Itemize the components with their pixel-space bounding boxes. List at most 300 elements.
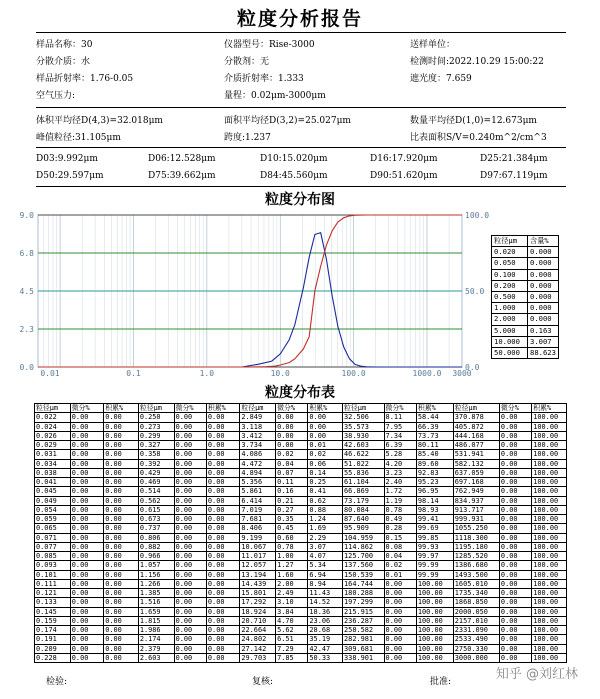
table-cell: 17.292: [240, 598, 276, 607]
table-cell: 137.560: [343, 561, 385, 570]
table-cell: 98.93: [416, 505, 453, 514]
table-cell: 0.00: [384, 607, 416, 616]
table-cell: 0.00: [206, 552, 239, 561]
table-cell: 100.00: [416, 653, 453, 662]
table-cell: 10.000: [492, 336, 528, 347]
table-cell: 11.43: [308, 589, 343, 598]
table-cell: 0.00: [70, 487, 103, 496]
table-cell: 100.00: [532, 459, 567, 468]
table-cell: 0.00: [174, 478, 206, 487]
table-cell: 100.00: [532, 422, 567, 431]
table-cell: 0.273: [138, 422, 174, 431]
table-cell: 0.35: [276, 515, 308, 524]
table-cell: 0.00: [384, 644, 416, 653]
table-row: [35, 653, 567, 662]
table-row: [492, 291, 559, 302]
table-cell: 0.031: [35, 450, 71, 459]
table-cell: 0.28: [384, 524, 416, 533]
table-cell: 338.901: [343, 653, 385, 662]
table-cell: 6.94: [308, 570, 343, 579]
table-cell: 6.51: [276, 635, 308, 644]
table-row: [35, 626, 567, 635]
table-cell: 0.00: [499, 524, 531, 533]
table-cell: 15.801: [240, 589, 276, 598]
table-cell: 0.00: [70, 607, 103, 616]
table-cell: 1055.250: [453, 524, 499, 533]
table-cell: 0.01: [384, 570, 416, 579]
column-header: 粒径μm: [138, 404, 174, 413]
table-cell: 100.00: [416, 607, 453, 616]
table-cell: 0.00: [70, 542, 103, 551]
table-cell: 0.88: [308, 505, 343, 514]
table-cell: 2.40: [384, 478, 416, 487]
table-cell: 0.00: [308, 431, 343, 440]
table-cell: 100.00: [532, 533, 567, 542]
table-cell: 0.45: [276, 524, 308, 533]
table-cell: 0.00: [70, 561, 103, 570]
table-cell: 0.00: [70, 422, 103, 431]
y-right-tick-label: 50.0: [465, 287, 485, 296]
table-cell: 0.038: [35, 468, 71, 477]
table-cell: 282.981: [343, 635, 385, 644]
table-cell: 637.059: [453, 468, 499, 477]
table-cell: 0.00: [499, 413, 531, 422]
d_rows-field: D84:45.560μm: [260, 171, 328, 181]
table-cell: 0.00: [174, 441, 206, 450]
d_rows-field: D90:51.620μm: [370, 171, 438, 181]
y-left-tick-label: 2.3: [19, 325, 34, 334]
table-cell: 0.00: [174, 524, 206, 533]
table-cell: 96.95: [416, 487, 453, 496]
info_rows-field: 量程：0.02μm-3000μm: [224, 91, 326, 101]
table-cell: 4.472: [240, 459, 276, 468]
table-cell: 0.00: [174, 644, 206, 653]
x-tick-label: 0.01: [40, 369, 60, 378]
table-cell: 0.00: [206, 524, 239, 533]
table-cell: 0.62: [308, 496, 343, 505]
table-cell: 1493.500: [453, 570, 499, 579]
column-header: 积累%: [308, 404, 343, 413]
table-cell: 12.057: [240, 561, 276, 570]
table-cell: 0.00: [499, 496, 531, 505]
table-cell: 100.00: [532, 413, 567, 422]
table-cell: 0.00: [104, 515, 139, 524]
stats_rows-field: 数量平均径D(1,0)=12.673μm: [410, 116, 537, 126]
table-cell: 0.00: [308, 413, 343, 422]
table-cell: 0.00: [206, 441, 239, 450]
table-cell: 92.83: [416, 468, 453, 477]
table-cell: 0.392: [138, 459, 174, 468]
table-cell: 0.00: [174, 542, 206, 551]
table-cell: 0.615: [138, 505, 174, 514]
table-cell: 0.00: [384, 598, 416, 607]
table-cell: 0.00: [206, 459, 239, 468]
table-cell: 10.067: [240, 542, 276, 551]
info_rows-field: 仪器型号：Rise-3000: [224, 40, 315, 50]
table-row: [35, 496, 567, 505]
inspector-label: 检验:: [46, 677, 68, 687]
table-cell: 0.00: [104, 468, 139, 477]
table-cell: 18.924: [240, 607, 276, 616]
table-cell: 100.00: [532, 644, 567, 653]
table-cell: 3.118: [240, 422, 276, 431]
table-cell: 0.00: [499, 542, 531, 551]
table-cell: 2.603: [138, 653, 174, 662]
table-cell: 6.39: [384, 441, 416, 450]
table-cell: 0.00: [206, 431, 239, 440]
table-cell: 100.00: [532, 561, 567, 570]
table-cell: 8.406: [240, 524, 276, 533]
table-cell: 100.00: [532, 524, 567, 533]
table-cell: 0.034: [35, 459, 71, 468]
table-cell: 0.133: [35, 598, 71, 607]
table-cell: 0.054: [35, 505, 71, 514]
table-cell: 2.00: [276, 579, 308, 588]
table-cell: 0.00: [206, 598, 239, 607]
table-row: [492, 269, 559, 280]
table-cell: 0.00: [104, 579, 139, 588]
table-cell: 0.00: [206, 478, 239, 487]
table-cell: 5.000: [492, 325, 528, 336]
table-cell: 0.085: [35, 552, 71, 561]
table-cell: 0.00: [70, 635, 103, 644]
table-cell: 100.00: [532, 653, 567, 662]
table-cell: 29.703: [240, 653, 276, 662]
table-cell: 0.163: [528, 325, 559, 336]
table-cell: 0.00: [174, 607, 206, 616]
table-cell: 0.00: [276, 413, 308, 422]
divider: [36, 147, 566, 148]
table-cell: 100.00: [416, 616, 453, 625]
table-cell: 834.937: [453, 496, 499, 505]
stats_rows-field: 跨度:1.237: [224, 133, 271, 143]
table-cell: 98.14: [416, 496, 453, 505]
table-cell: 3.84: [276, 607, 308, 616]
table-cell: 0.00: [206, 589, 239, 598]
table-cell: 0.00: [384, 653, 416, 662]
table-cell: 104.959: [343, 533, 385, 542]
table-cell: 0.00: [174, 533, 206, 542]
table-cell: 0.00: [70, 441, 103, 450]
column-header: 微分%: [384, 404, 416, 413]
table-cell: 100.00: [532, 542, 567, 551]
table-cell: 0.04: [276, 459, 308, 468]
table-cell: 0.00: [499, 570, 531, 579]
table-cell: 100.00: [532, 616, 567, 625]
table-cell: 0.00: [206, 468, 239, 477]
column-header: 积累%: [416, 404, 453, 413]
table-cell: 100.00: [416, 626, 453, 635]
table-cell: 100.00: [532, 552, 567, 561]
table-cell: 0.00: [499, 505, 531, 514]
table-cell: 0.050: [492, 258, 528, 269]
table-cell: 7.29: [276, 644, 308, 653]
table-cell: 0.00: [499, 431, 531, 440]
table-cell: 0.00: [70, 468, 103, 477]
table-cell: 66.39: [416, 422, 453, 431]
table-cell: 0.00: [174, 616, 206, 625]
table-cell: 2.000: [492, 314, 528, 325]
table-cell: 0.00: [70, 478, 103, 487]
table-cell: 0.00: [308, 422, 343, 431]
reviewer-label: 复核:: [252, 677, 274, 687]
table-cell: 100.00: [416, 635, 453, 644]
table-cell: 7.85: [276, 653, 308, 662]
table-cell: 0.00: [104, 635, 139, 644]
y-left-tick-label: 4.5: [19, 287, 34, 296]
table-cell: 2.379: [138, 644, 174, 653]
table-cell: 0.00: [104, 644, 139, 653]
table-cell: 0.02: [276, 450, 308, 459]
table-cell: 0.00: [174, 561, 206, 570]
table-cell: 0.00: [104, 450, 139, 459]
table-cell: 0.00: [104, 496, 139, 505]
table-cell: 0.00: [104, 561, 139, 570]
table-row: [35, 607, 567, 616]
table-cell: 0.000: [528, 247, 559, 258]
table-cell: 14.439: [240, 579, 276, 588]
table-cell: 1.69: [308, 524, 343, 533]
table-cell: 38.930: [343, 431, 385, 440]
column-header: 粒径μm: [240, 404, 276, 413]
column-header: 粒径μm: [453, 404, 499, 413]
column-header: 微分%: [499, 404, 531, 413]
table-cell: 3.007: [528, 336, 559, 347]
table-cell: 0.49: [384, 515, 416, 524]
table-cell: 5.861: [240, 487, 276, 496]
info_rows-field: 介质折射率：1.333: [224, 74, 304, 84]
table-cell: 24.802: [240, 635, 276, 644]
table-cell: 0.00: [104, 459, 139, 468]
table-cell: 0.00: [499, 644, 531, 653]
table-cell: 1.266: [138, 579, 174, 588]
table-cell: 0.00: [499, 450, 531, 459]
table-row: [492, 280, 559, 291]
d_rows-field: D10:15.020μm: [260, 154, 328, 164]
table-cell: 0.00: [499, 598, 531, 607]
table-cell: 含量%: [528, 236, 559, 247]
table-cell: 0.00: [174, 459, 206, 468]
table-cell: 0.00: [206, 450, 239, 459]
table-cell: 0.00: [174, 598, 206, 607]
table-cell: 1735.340: [453, 589, 499, 598]
table-cell: 582.132: [453, 459, 499, 468]
table-row: [492, 303, 559, 314]
table-cell: 0.00: [104, 533, 139, 542]
table-cell: 0.00: [174, 496, 206, 505]
column-header: 微分%: [70, 404, 103, 413]
table-cell: 0.00: [174, 626, 206, 635]
table-cell: 100.00: [532, 515, 567, 524]
table-cell: 35.19: [308, 635, 343, 644]
d_rows-field: D25:21.384μm: [480, 154, 548, 164]
watermark: 知乎 @刘红林: [495, 667, 578, 682]
table-cell: 0.00: [174, 653, 206, 662]
table-cell: 0.00: [206, 496, 239, 505]
table-cell: 0.00: [499, 422, 531, 431]
table-cell: 0.25: [308, 478, 343, 487]
table-cell: 9.199: [240, 533, 276, 542]
table-cell: 0.00: [174, 505, 206, 514]
table-cell: 0.00: [174, 552, 206, 561]
content-table: [491, 235, 559, 359]
table-row: [35, 487, 567, 496]
table-cell: 8.94: [308, 579, 343, 588]
table-cell: 0.00: [206, 607, 239, 616]
table-cell: 258.582: [343, 626, 385, 635]
table-cell: 0.00: [104, 505, 139, 514]
table-cell: 0.00: [174, 487, 206, 496]
divider: [36, 107, 566, 108]
table-cell: 0.00: [174, 635, 206, 644]
table-cell: 0.02: [384, 561, 416, 570]
table-cell: 0.00: [499, 616, 531, 625]
table-cell: 粒径μm: [492, 236, 528, 247]
table-cell: 18.36: [308, 607, 343, 616]
table-cell: 0.00: [174, 589, 206, 598]
table-cell: 99.41: [416, 515, 453, 524]
table-cell: 0.174: [35, 626, 71, 635]
table-cell: 0.191: [35, 635, 71, 644]
column-header: 微分%: [174, 404, 206, 413]
table-cell: 0.000: [528, 314, 559, 325]
table-cell: 0.00: [70, 431, 103, 440]
table-cell: 0.059: [35, 515, 71, 524]
table-cell: 5.356: [240, 478, 276, 487]
table-cell: 0.045: [35, 487, 71, 496]
table-cell: 0.00: [70, 579, 103, 588]
table-cell: 99.85: [416, 533, 453, 542]
table-cell: 80.084: [343, 505, 385, 514]
table-cell: 1195.180: [453, 542, 499, 551]
table-cell: 0.00: [206, 422, 239, 431]
table-row: [35, 468, 567, 477]
table-row: [35, 589, 567, 598]
table-cell: 0.00: [499, 478, 531, 487]
table-cell: 6.414: [240, 496, 276, 505]
table-cell: 0.020: [492, 247, 528, 258]
table-cell: 100.00: [532, 496, 567, 505]
table-cell: 0.04: [384, 552, 416, 561]
table-cell: 2750.330: [453, 644, 499, 653]
table-cell: 99.99: [416, 561, 453, 570]
d_rows-field: D50:29.597μm: [36, 171, 104, 181]
table-row: [35, 579, 567, 588]
info_rows-field: 遮光度：7.659: [410, 74, 472, 84]
table-cell: 0.78: [384, 505, 416, 514]
table-cell: 88.623: [528, 347, 559, 358]
table-cell: 100.00: [532, 635, 567, 644]
table-cell: 3.07: [308, 542, 343, 551]
table-cell: 5.28: [384, 450, 416, 459]
table-cell: 1.27: [276, 561, 308, 570]
table-cell: 87.640: [343, 515, 385, 524]
table-cell: 0.029: [35, 441, 71, 450]
table-cell: 0.00: [104, 524, 139, 533]
column-header: 积累%: [104, 404, 139, 413]
d_rows-field: D03:9.992μm: [36, 154, 98, 164]
table-cell: 3000.000: [453, 653, 499, 662]
table-row: [35, 635, 567, 644]
info_rows-field: 样品折射率：1.76-0.05: [36, 74, 134, 84]
d_rows-field: D16:17.920μm: [370, 154, 438, 164]
table-cell: 0.673: [138, 515, 174, 524]
table-cell: 0.00: [104, 598, 139, 607]
table-cell: 0.02: [308, 450, 343, 459]
table-cell: 0.806: [138, 533, 174, 542]
table-cell: 7.019: [240, 505, 276, 514]
table-cell: 0.00: [499, 635, 531, 644]
table-cell: 100.00: [532, 570, 567, 579]
table-cell: 0.00: [384, 579, 416, 588]
table-cell: 28.68: [308, 626, 343, 635]
table-cell: 1386.680: [453, 561, 499, 570]
table-cell: 100.00: [532, 579, 567, 588]
x-tick-label: 0.1: [126, 369, 141, 378]
table-cell: 89.60: [416, 459, 453, 468]
table-cell: 32.506: [343, 413, 385, 422]
table-cell: 1.986: [138, 626, 174, 635]
table-cell: 0.00: [499, 589, 531, 598]
table-cell: 2331.090: [453, 626, 499, 635]
table-cell: 0.00: [104, 431, 139, 440]
table-cell: 0.358: [138, 450, 174, 459]
table-cell: 0.209: [35, 644, 71, 653]
table-cell: 0.145: [35, 607, 71, 616]
table-cell: 405.872: [453, 422, 499, 431]
table-row: [35, 616, 567, 625]
table-cell: 0.00: [70, 505, 103, 514]
table-cell: 913.717: [453, 505, 499, 514]
table-cell: 100.00: [532, 441, 567, 450]
table-cell: 0.60: [276, 533, 308, 542]
table-cell: 0.00: [70, 616, 103, 625]
table-cell: 58.44: [416, 413, 453, 422]
table-cell: 0.00: [70, 450, 103, 459]
table-cell: 2.174: [138, 635, 174, 644]
table-cell: 0.00: [70, 589, 103, 598]
table-cell: 99.97: [416, 552, 453, 561]
table-cell: 0.00: [104, 653, 139, 662]
table-cell: 0.00: [104, 607, 139, 616]
table-cell: 1.000: [492, 303, 528, 314]
table-cell: 0.966: [138, 552, 174, 561]
table-cell: 0.000: [528, 280, 559, 291]
table-cell: 1.19: [384, 496, 416, 505]
table-cell: 0.00: [206, 542, 239, 551]
table-cell: 0.00: [174, 579, 206, 588]
table-cell: 4.894: [240, 468, 276, 477]
table-cell: 370.878: [453, 413, 499, 422]
table-cell: 2157.010: [453, 616, 499, 625]
table-cell: 27.142: [240, 644, 276, 653]
table-cell: 0.00: [104, 616, 139, 625]
table-cell: 100.00: [532, 607, 567, 616]
table-cell: 95.23: [416, 478, 453, 487]
table-row: [35, 524, 567, 533]
table-cell: 0.00: [104, 542, 139, 551]
table-cell: 180.288: [343, 589, 385, 598]
table-cell: 1.24: [308, 515, 343, 524]
x-tick-label: 3000: [452, 369, 472, 378]
info_rows-field: 送样单位：: [410, 40, 456, 50]
table-cell: 0.228: [35, 653, 71, 662]
table-cell: 0.000: [528, 258, 559, 269]
table-cell: 0.00: [384, 635, 416, 644]
table-cell: 100.00: [416, 598, 453, 607]
table-cell: 999.931: [453, 515, 499, 524]
x-tick-label: 100.0: [341, 369, 366, 378]
